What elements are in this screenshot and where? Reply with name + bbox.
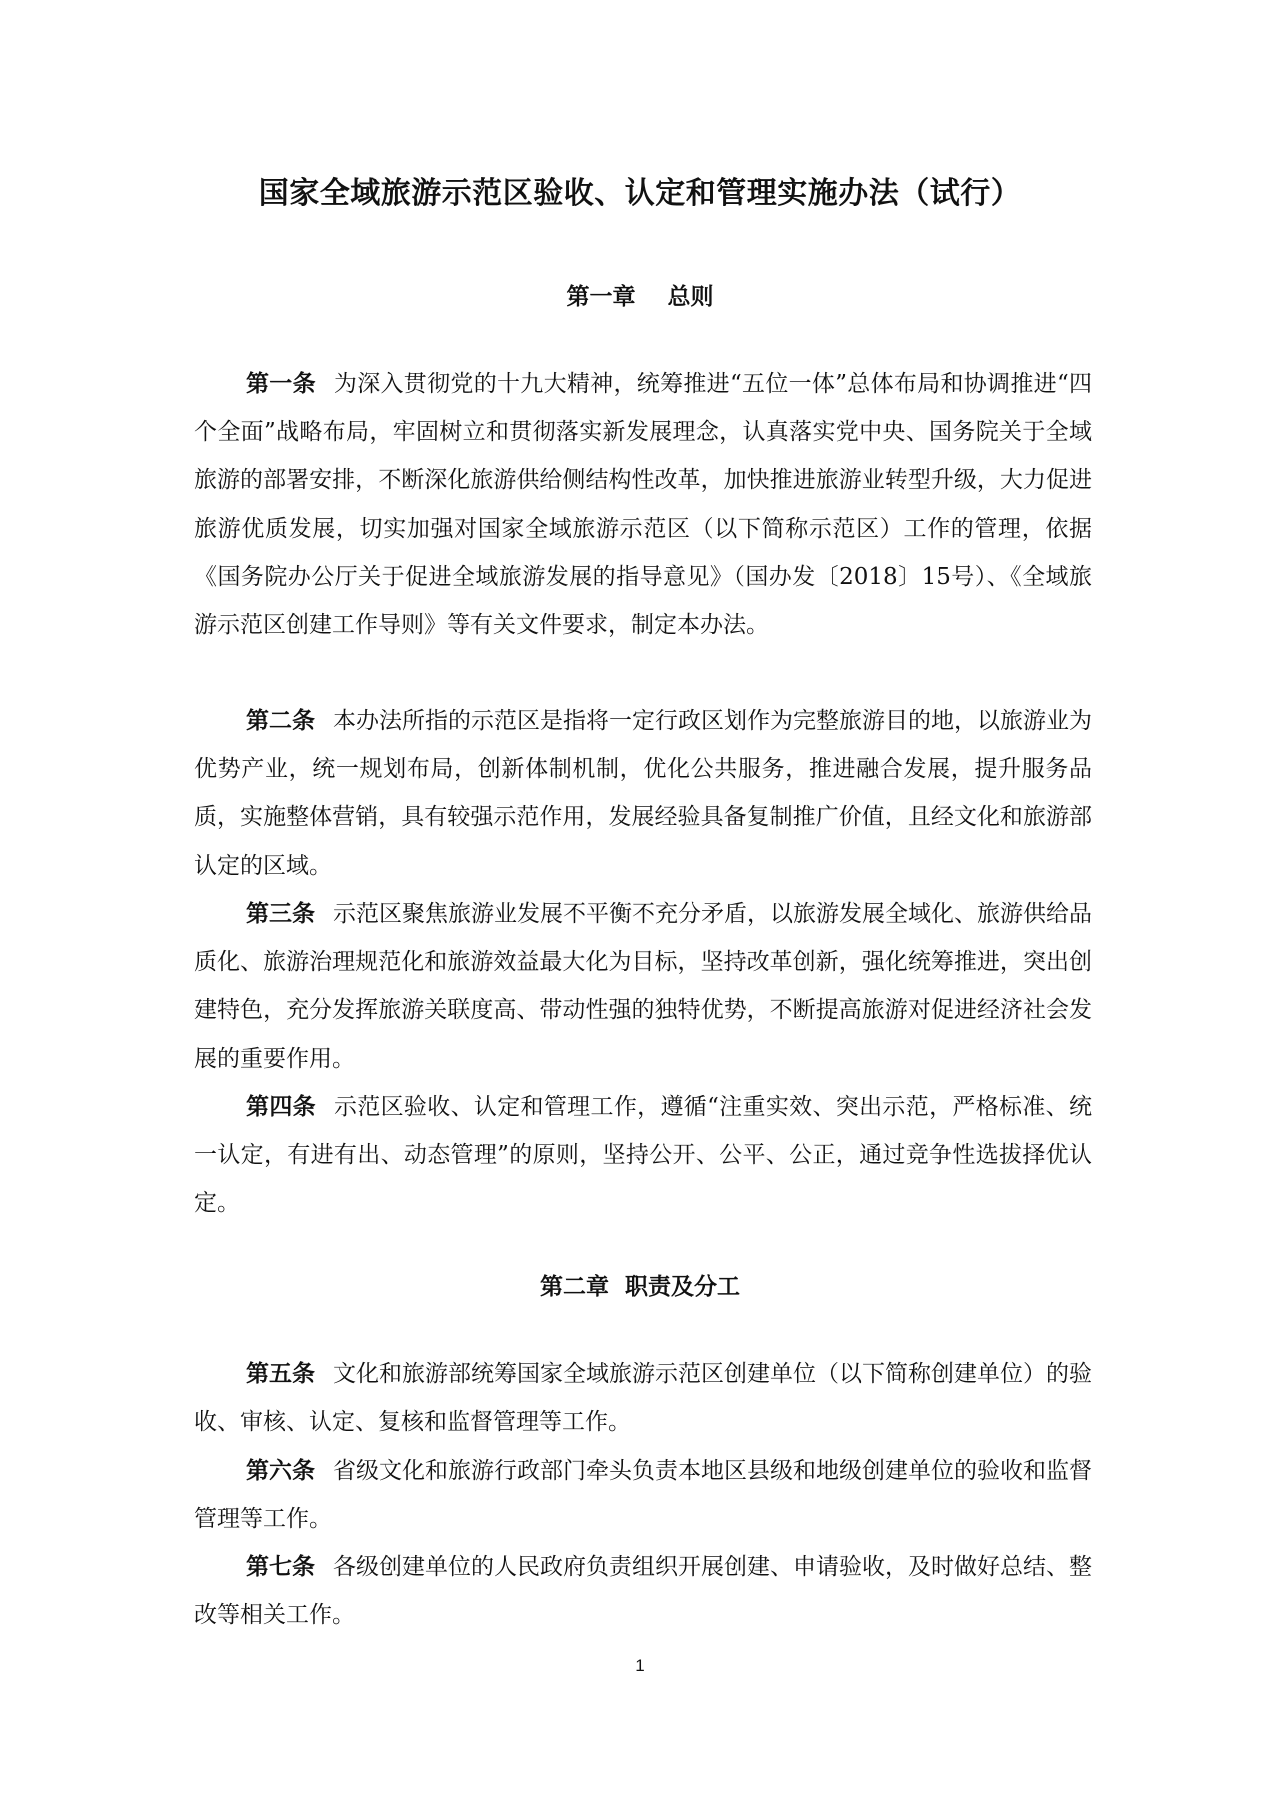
- article-6: [194, 1447, 1092, 1543]
- article-text: 示范区聚焦旅游业发展不平衡不充分矛盾，以旅游发展全域化、旅游供给品质化、旅游治理规范化和旅游效益最大化为目标，坚持改革创新，强化统筹推进，突出创建特色，充分发挥旅游关联度高、带动性强的独特优势，不断提高旅游对促进经济社会发展的重要作用。: [194, 901, 1092, 1072]
- article-text: 示范区验收、认定和管理工作，遵循“注重实效、突出示范，严格标准、统一认定，有进有出、动态管理”的原则，坚持公开、公平、公正，通过竞争性选拔择优认定。: [194, 1094, 1092, 1217]
- article-3: [194, 890, 1092, 1083]
- article-number: 第七条: [246, 1554, 315, 1580]
- chapter-heading-2: 第二章 职责及分工: [539, 1273, 740, 1300]
- article-7: [194, 1543, 1092, 1639]
- article-number: 第六条: [246, 1458, 315, 1484]
- article-number: 第三条: [246, 901, 315, 927]
- chapter-heading-1: 第一章 总则: [566, 283, 714, 310]
- article-text: 文化和旅游部统筹国家全域旅游示范区创建单位（以下简称创建单位）的验收、审核、认定、复核和监督管理等工作。: [194, 1361, 1092, 1436]
- page-number: 1: [635, 1656, 645, 1675]
- article-number: 第五条: [246, 1361, 315, 1387]
- article-text: 省级文化和旅游行政部门牵头负责本地区县级和地级创建单位的验收和监督管理等工作。: [194, 1458, 1092, 1533]
- article-number: 第四条: [246, 1094, 316, 1120]
- article-4: [194, 1083, 1092, 1228]
- article-2: [194, 697, 1092, 890]
- article-number: 第一条: [246, 371, 316, 397]
- article-text: 本办法所指的示范区是指将一定行政区划作为完整旅游目的地，以旅游业为优势产业，统一规划布局，创新体制机制，优化公共服务，推进融合发展，提升服务品质，实施整体营销，具有较强示范作用，发展经验具备复制推广价值，且经文化和旅游部认定的区域。: [194, 708, 1092, 879]
- document-title: 国家全域旅游示范区验收、认定和管理实施办法（试行）: [258, 176, 1022, 211]
- article-text: 各级创建单位的人民政府负责组织开展创建、申请验收，及时做好总结、整改等相关工作。: [194, 1554, 1092, 1629]
- article-text: 为深入贯彻党的十九大精神，统筹推进“五位一体”总体布局和协调推进“四个全面”战略布局，牢固树立和贯彻落实新发展理念，认真落实党中央、国务院关于全域旅游的部署安排，不断深化旅游供给侧结构性改革，加快推进旅游业转型升级，大力促进旅游优质发展，切实加强对国家全域旅游示范区（以下简称示范区）工作的管理，依据《国务院办公厅关于促进全域旅游发展的指导意见》（国办发〔2018〕15号）、《全域旅游示范区创建工作导则》等有关文件要求，制定本办法。: [194, 371, 1093, 639]
- article-1: [194, 360, 1092, 649]
- article-number: 第二条: [246, 708, 315, 734]
- article-5: [194, 1350, 1092, 1446]
